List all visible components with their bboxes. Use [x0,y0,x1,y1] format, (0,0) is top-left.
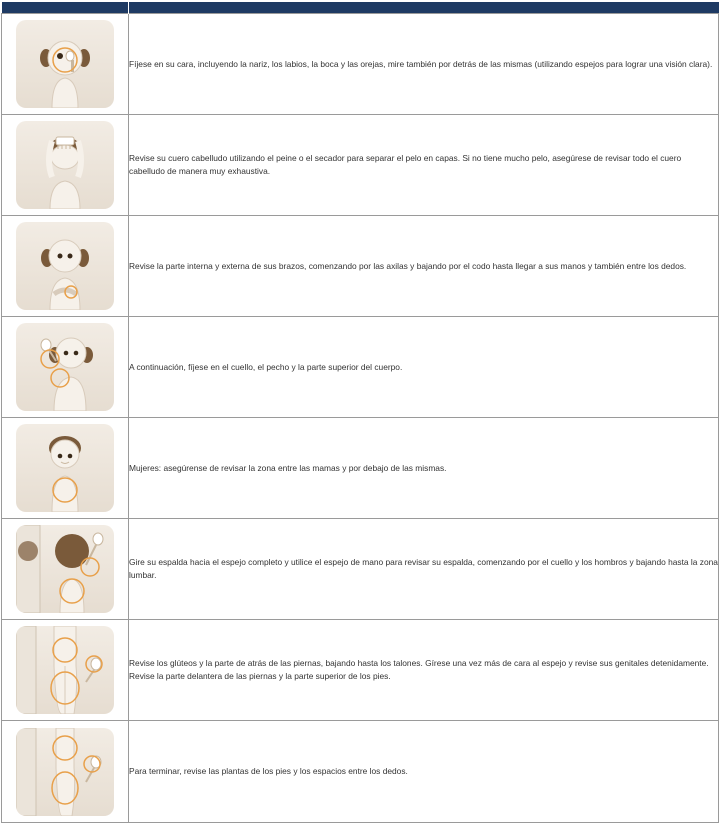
table-row [2,317,719,418]
table-header-image-column [2,2,129,14]
feet-soles-check-icon [16,728,114,816]
step-description: Revise los glúteos y la parte de atrás de las piernas, bajando hasta los talones. Gírese una vez más de cara al espejo y revise sus genitales detenidamente. Revise la parte delantera de las piernas y la parte superior de los pies. [129,620,719,721]
scalp-comb-check-icon [16,121,114,209]
step-description: Para terminar, revise las plantas de los pies y los espacios entre los dedos. [129,721,719,823]
table-row [2,216,719,317]
self-exam-table-page [1,2,718,820]
table-header-text-column [129,2,719,14]
neck-chest-check-icon [16,323,114,411]
step-description: Revise su cuero cabelludo utilizando el peine o el secador para separar el pelo en capas. Si no tiene mucho pelo, asegúrese de revisar todo el cuero cabelludo de manera muy exhaustiva. [129,115,719,216]
back-mirror-check-icon [16,525,114,613]
table-row [2,620,719,721]
buttocks-legs-check-icon [16,626,114,714]
skin-self-exam-steps-table [1,2,719,823]
face-mirror-check-icon [16,20,114,108]
table-header-row [2,2,719,14]
table-row [2,721,719,823]
step-description: A continuación, fíjese en el cuello, el pecho y la parte superior del cuerpo. [129,317,719,418]
table-row [2,519,719,620]
table-row [2,115,719,216]
table-row [2,418,719,519]
step-description: Mujeres: asegúrense de revisar la zona entre las mamas y por debajo de las mismas. [129,418,719,519]
step-description: Gire su espalda hacia el espejo completo y utilice el espejo de mano para revisar su espalda, comenzando por el cuello y los hombros y bajando hasta la zona lumbar. [129,519,719,620]
step-description: Revise la parte interna y externa de sus brazos, comenzando por las axilas y bajando por el codo hasta llegar a sus manos y también entre los dedos. [129,216,719,317]
breast-check-icon [16,424,114,512]
step-description: Fíjese en su cara, incluyendo la nariz, los labios, la boca y las orejas, mire también por detrás de las mismas (utilizando espejos para lograr una visión clara). [129,14,719,115]
table-row [2,14,719,115]
arms-hands-check-icon [16,222,114,310]
